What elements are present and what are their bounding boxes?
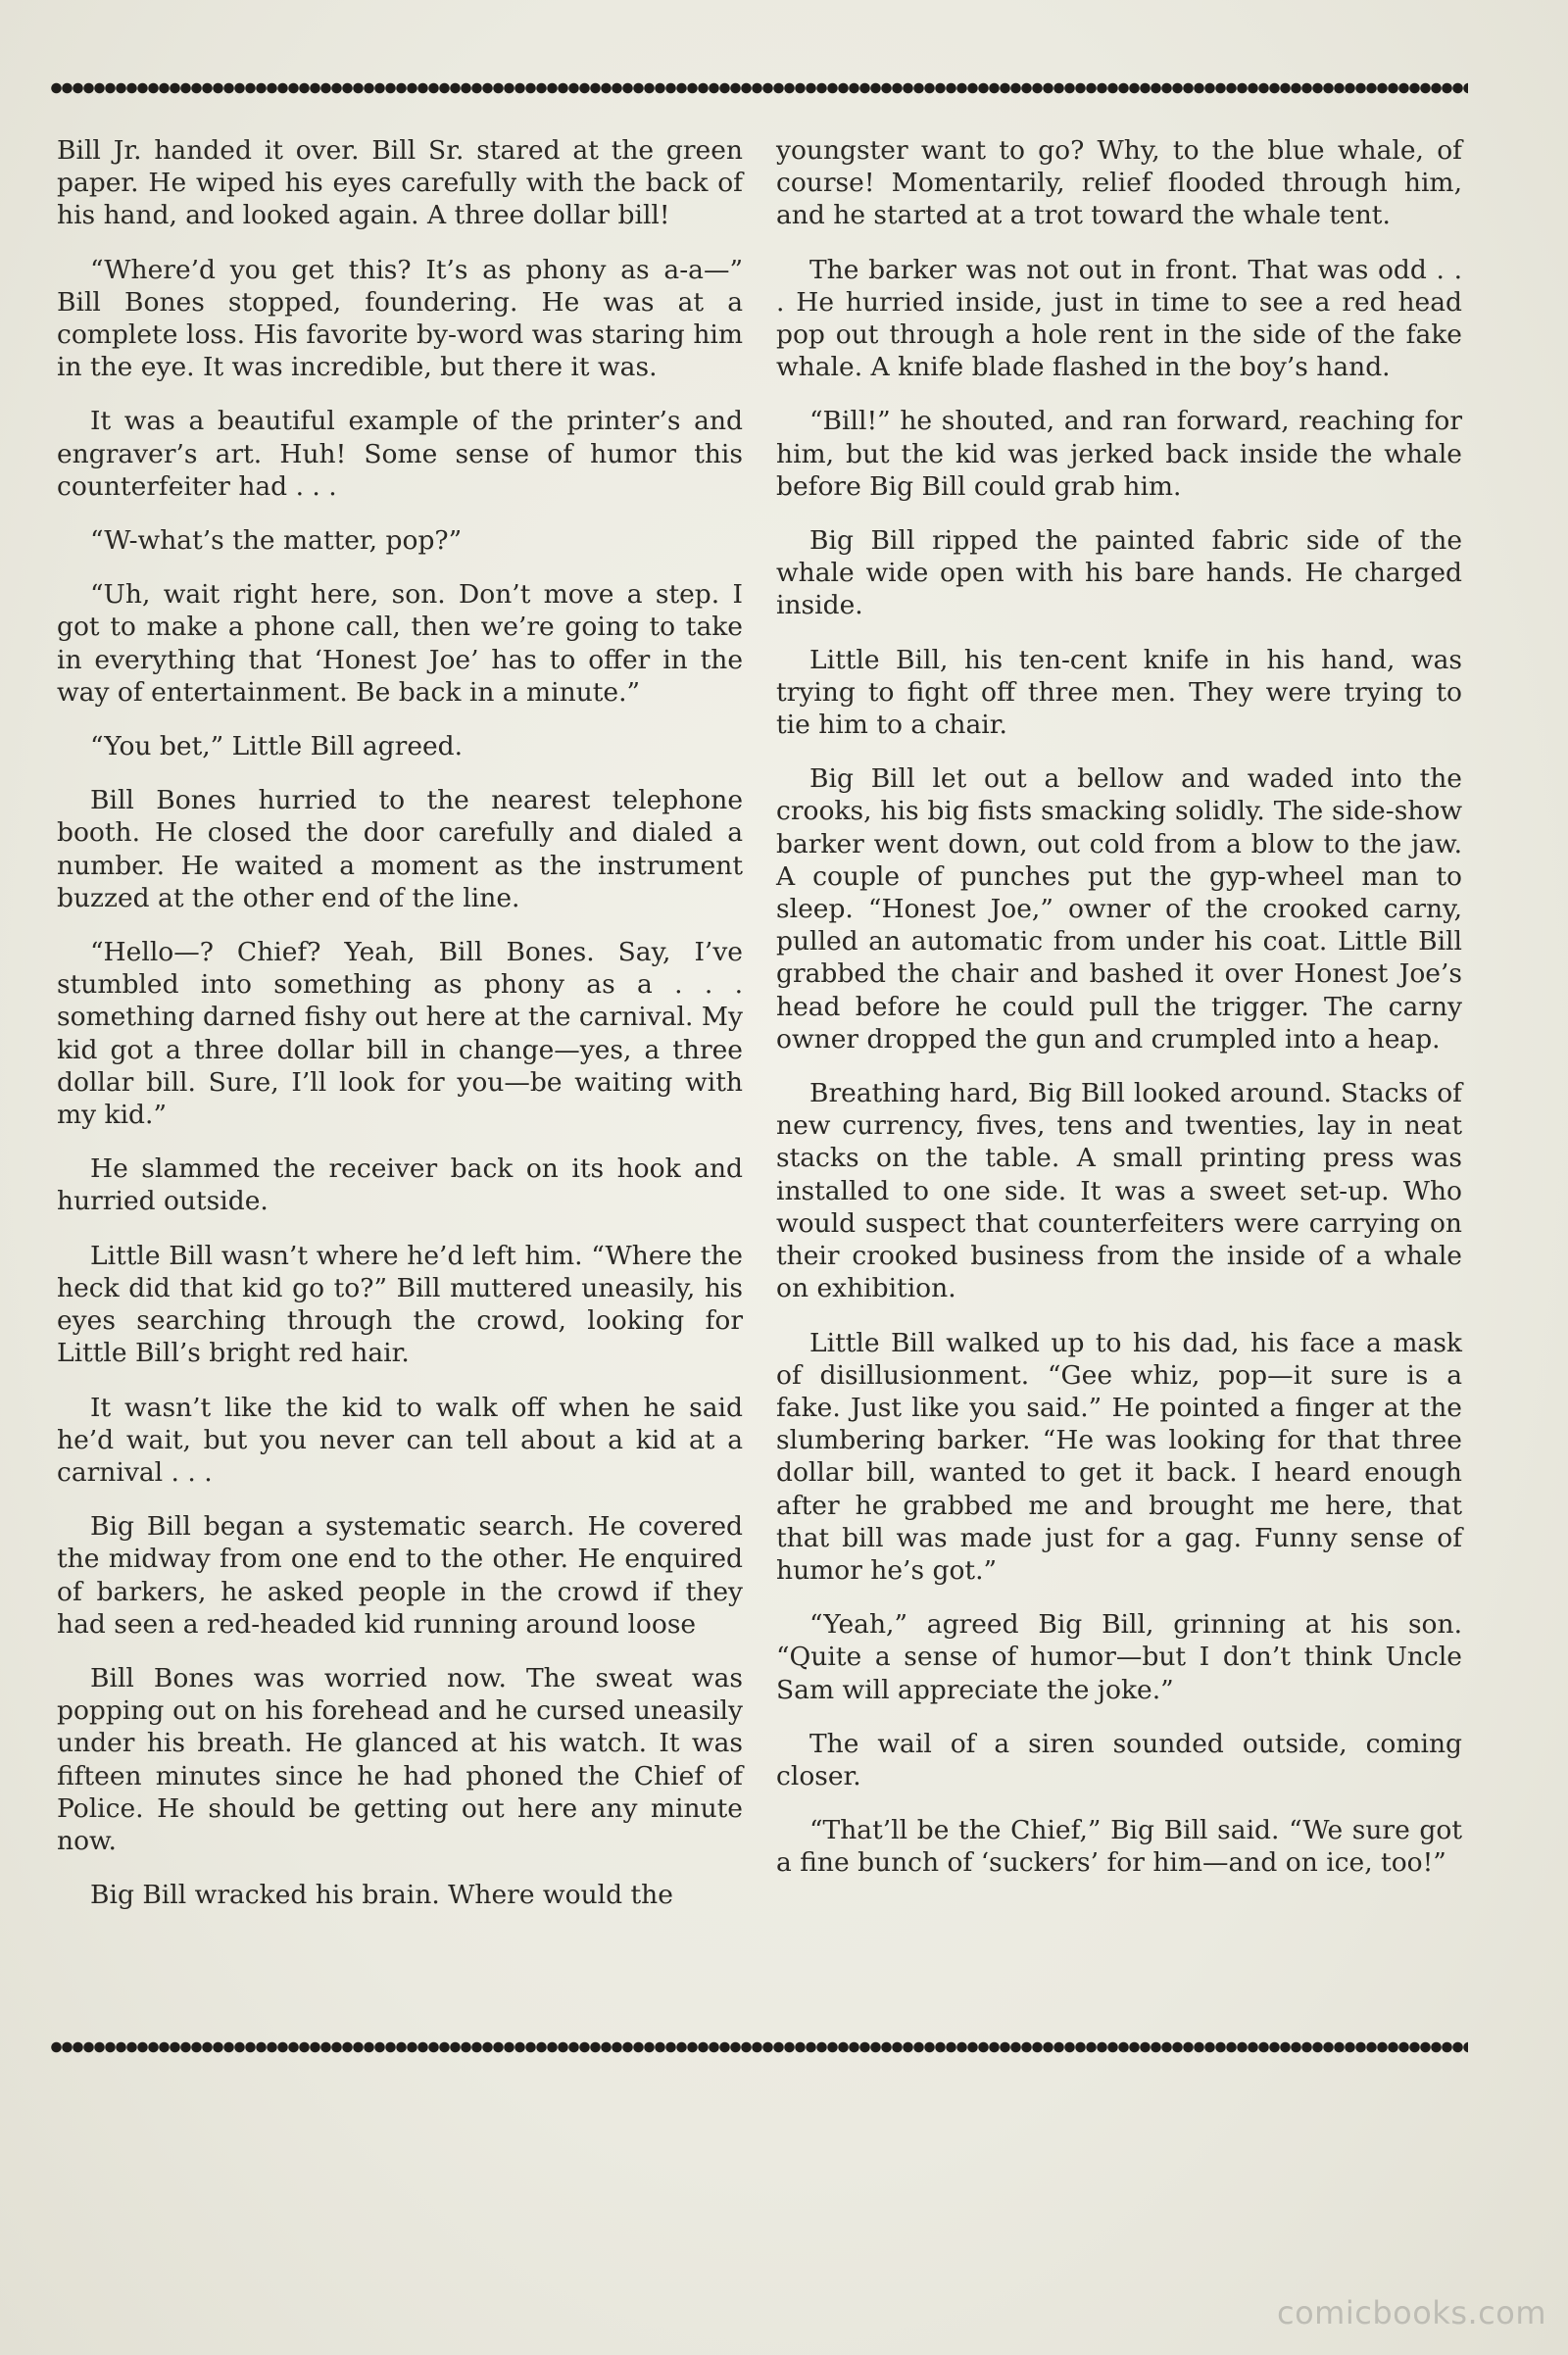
paragraph: “Uh, wait right here, son. Don’t move a step. I got to make a phone call, then we’re going to take in everything that ‘Honest Joe’ has to offer in the way of entertainment. Be back in a minute.” xyxy=(57,579,743,708)
paragraph: Big Bill ripped the painted fabric side of the whale wide open with his bare hands. He charged inside. xyxy=(776,525,1462,621)
paragraph: Big Bill began a systematic search. He covered the midway from one end to the other. He enquired of barkers, he asked people in the crowd if they had seen a red-headed kid running around loose xyxy=(57,1511,743,1640)
paragraph: Bill Jr. handed it over. Bill Sr. stared at the green paper. He wiped his eyes carefully with the back of his hand, and looked again. A three dollar bill! xyxy=(57,135,743,231)
top-decorative-border xyxy=(51,80,1468,96)
right-text-column xyxy=(776,134,1462,1901)
paragraph: “Where’d you get this? It’s as phony as a-a—” Bill Bones stopped, foundering. He was at a complete loss. His favorite by-word was staring him in the eye. It was incredible, but there it was. xyxy=(57,254,743,383)
paragraph: The barker was not out in front. That was odd . . . He hurried inside, just in time to see a red head pop out through a hole rent in the side of the fake whale. A knife blade flashed in the boy’s hand. xyxy=(776,254,1462,383)
paragraph: youngster want to go? Why, to the blue whale, of course! Momentarily, relief flooded through him, and he started at a trot toward the whale tent. xyxy=(776,135,1462,231)
paragraph: Breathing hard, Big Bill looked around. Stacks of new currency, fives, tens and twenties, lay in neat stacks on the table. A small printing press was installed to one side. It was a sweet set-up. Who would suspect that counterfeiters were carrying on their crooked business from the inside of a whale on exhibition. xyxy=(776,1078,1462,1304)
paragraph: It was a beautiful example of the printer’s and engraver’s art. Huh! Some sense of humor this counterfeiter had . . . xyxy=(57,406,743,502)
paragraph: Big Bill wracked his brain. Where would the xyxy=(90,1880,673,1911)
paragraph: It wasn’t like the kid to walk off when he said he’d wait, but you never can tell about a kid at a carnival . . . xyxy=(57,1392,743,1488)
paragraph: Little Bill wasn’t where he’d left him. “Where the heck did that kid go to?” Bill muttered uneasily, his eyes searching through the crowd, looking for Little Bill’s bright red hair. xyxy=(57,1240,743,1369)
paragraph: “You bet,” Little Bill agreed. xyxy=(90,731,464,762)
paragraph: “Hello—? Chief? Yeah, Bill Bones. Say, I’ve stumbled into something as phony as a . . . something darned fishy out here at the carnival. My kid got a three dollar bill in change—yes, a three dollar bill. Sure, I’ll look for you—be waiting with my kid.” xyxy=(57,937,743,1131)
paragraph: Bill Bones hurried to the nearest telephone booth. He closed the door carefully and dialed a number. He waited a moment as the instrument buzzed at the other end of the line. xyxy=(57,785,743,913)
paragraph: Bill Bones was worried now. The sweat was popping out on his forehead and he cursed uneasily under his breath. He glanced at his watch. It was fifteen minutes since he had phoned the Chief of Police. He should be getting out here any minute now. xyxy=(57,1662,743,1856)
paragraph: Little Bill walked up to his dad, his face a mask of disillusionment. “Gee whiz, pop—it sure is a fake. Just like you said.” He pointed a finger at the slumbering barker. “He was looking for that three dollar bill, wanted to get it back. I heard enough after he grabbed me and brought me here, that that bill was made just for a gag. Funny sense of humor he’s got.” xyxy=(776,1327,1462,1586)
paragraph: He slammed the receiver back on its hook and hurried outside. xyxy=(57,1153,743,1217)
paragraph: “Bill!” he shouted, and ran forward, reaching for him, but the kid was jerked back inside the whale before Big Bill could grab him. xyxy=(776,406,1462,502)
paragraph: “That’ll be the Chief,” Big Bill said. “We sure got a fine bunch of ‘suckers’ for him—and on ice, too!” xyxy=(776,1815,1462,1879)
left-text-column xyxy=(57,134,743,1933)
paragraph: Little Bill, his ten-cent knife in his hand, was trying to fight off three men. They were trying to tie him to a chair. xyxy=(776,644,1462,741)
paragraph: Big Bill let out a bellow and waded into the crooks, his big fists smacking solidly. The side-show barker went down, out cold from a blow to the jaw. A couple of punches put the gyp-wheel man to sleep. “Honest Joe,” owner of the crooked carny, pulled an automatic from under his coat. Little Bill grabbed the chair and bashed it over Honest Joe’s head before he could pull the trigger. The carny owner dropped the gun and crumpled into a heap. xyxy=(776,763,1462,1055)
paragraph: The wail of a siren sounded outside, coming closer. xyxy=(776,1728,1462,1791)
bottom-decorative-border xyxy=(51,2039,1468,2055)
paragraph: “W-what’s the matter, pop?” xyxy=(90,525,463,557)
site-watermark: comicbooks.com xyxy=(1276,2294,1546,2331)
paragraph: “Yeah,” agreed Big Bill, grinning at his son. “Quite a sense of humor—but I don’t think Uncle Sam will appreciate the joke.” xyxy=(776,1609,1462,1705)
